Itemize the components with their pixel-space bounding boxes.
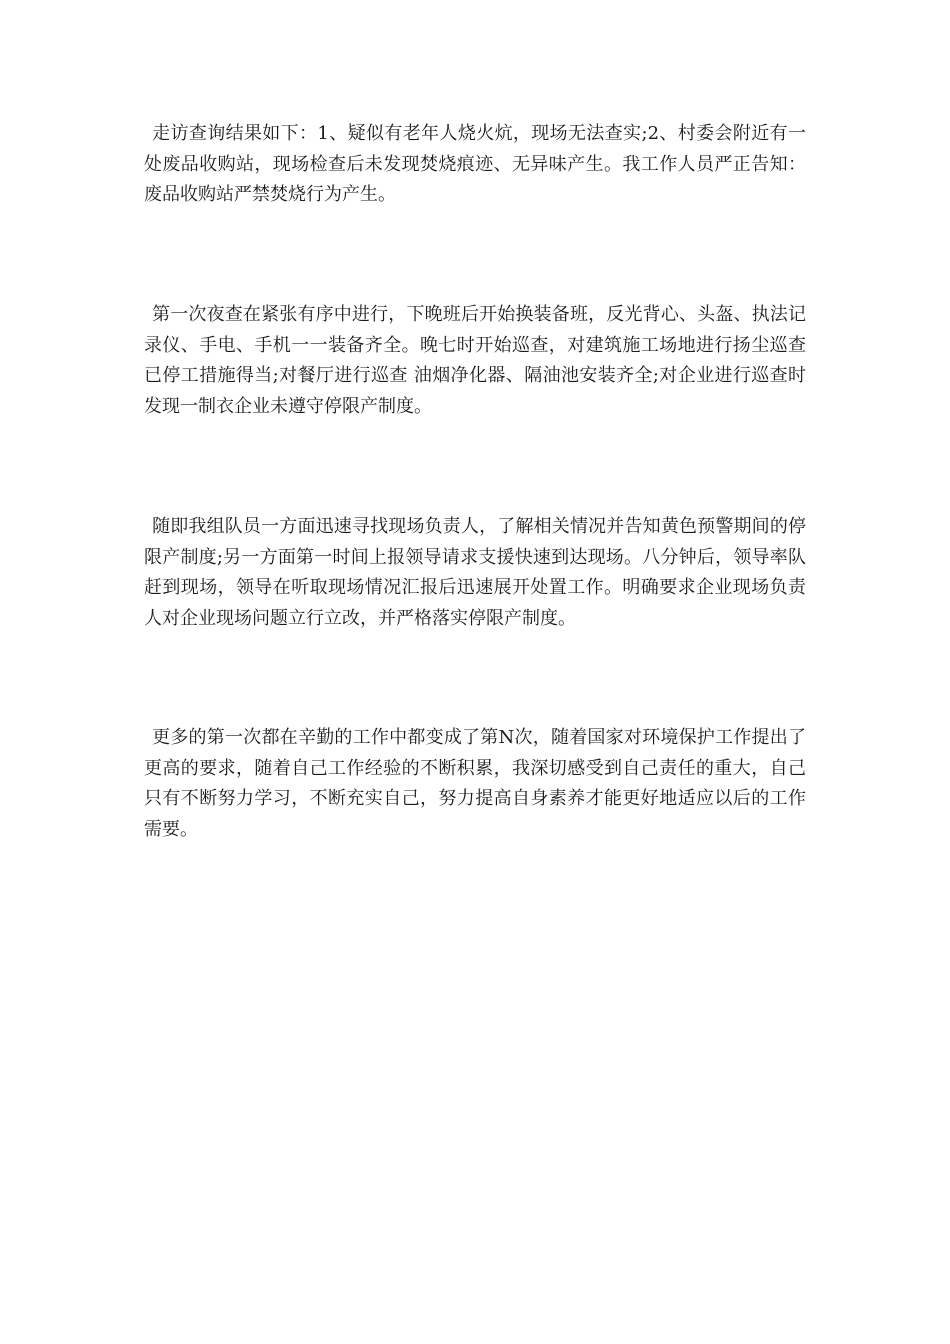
paragraph-response-actions: 随即我组队员一方面迅速寻找现场负责人，了解相关情况并告知黄色预警期间的停限产制度;另一方面第一时间上报领导请求支援快速到达现场。八分钟后，领导率队赶到现场，领导在听取现场情况汇报后迅速展开处置工作。明确要求企业现场负责人对企业现场问题立行立改，并严格落实停限产制度。 [144,516,806,629]
paragraph-reflection: 更多的第一次都在辛勤的工作中都变成了第N次，随着国家对环境保护工作提出了更高的要求，随着自己工作经验的不断积累，我深切感受到自己责任的重大，自己只有不断努力学习，不断充实自己，努力提高自身素养才能更好地适应以后的工作需要。 [144,727,806,840]
paragraph-visit-results: 走访查询结果如下：1、疑似有老年人烧火炕，现场无法查实;2、村委会附近有一处废品收购站，现场检查后未发现焚烧痕迹、无异味产生。我工作人员严正告知：废品收购站严禁焚烧行为产生。 [144,123,806,206]
paragraph-first-night-patrol: 第一次夜查在紧张有序中进行，下晚班后开始换装备班，反光背心、头盔、执法记录仪、手电、手机一一装备齐全。晚七时开始巡查，对建筑施工场地进行扬尘巡查 已停工措施得当;对餐厅进行巡查 油烟净化器、隔油池安装齐全;对企业进行巡查时发现一制衣企业未遵守停限产制度。 [144,304,806,417]
